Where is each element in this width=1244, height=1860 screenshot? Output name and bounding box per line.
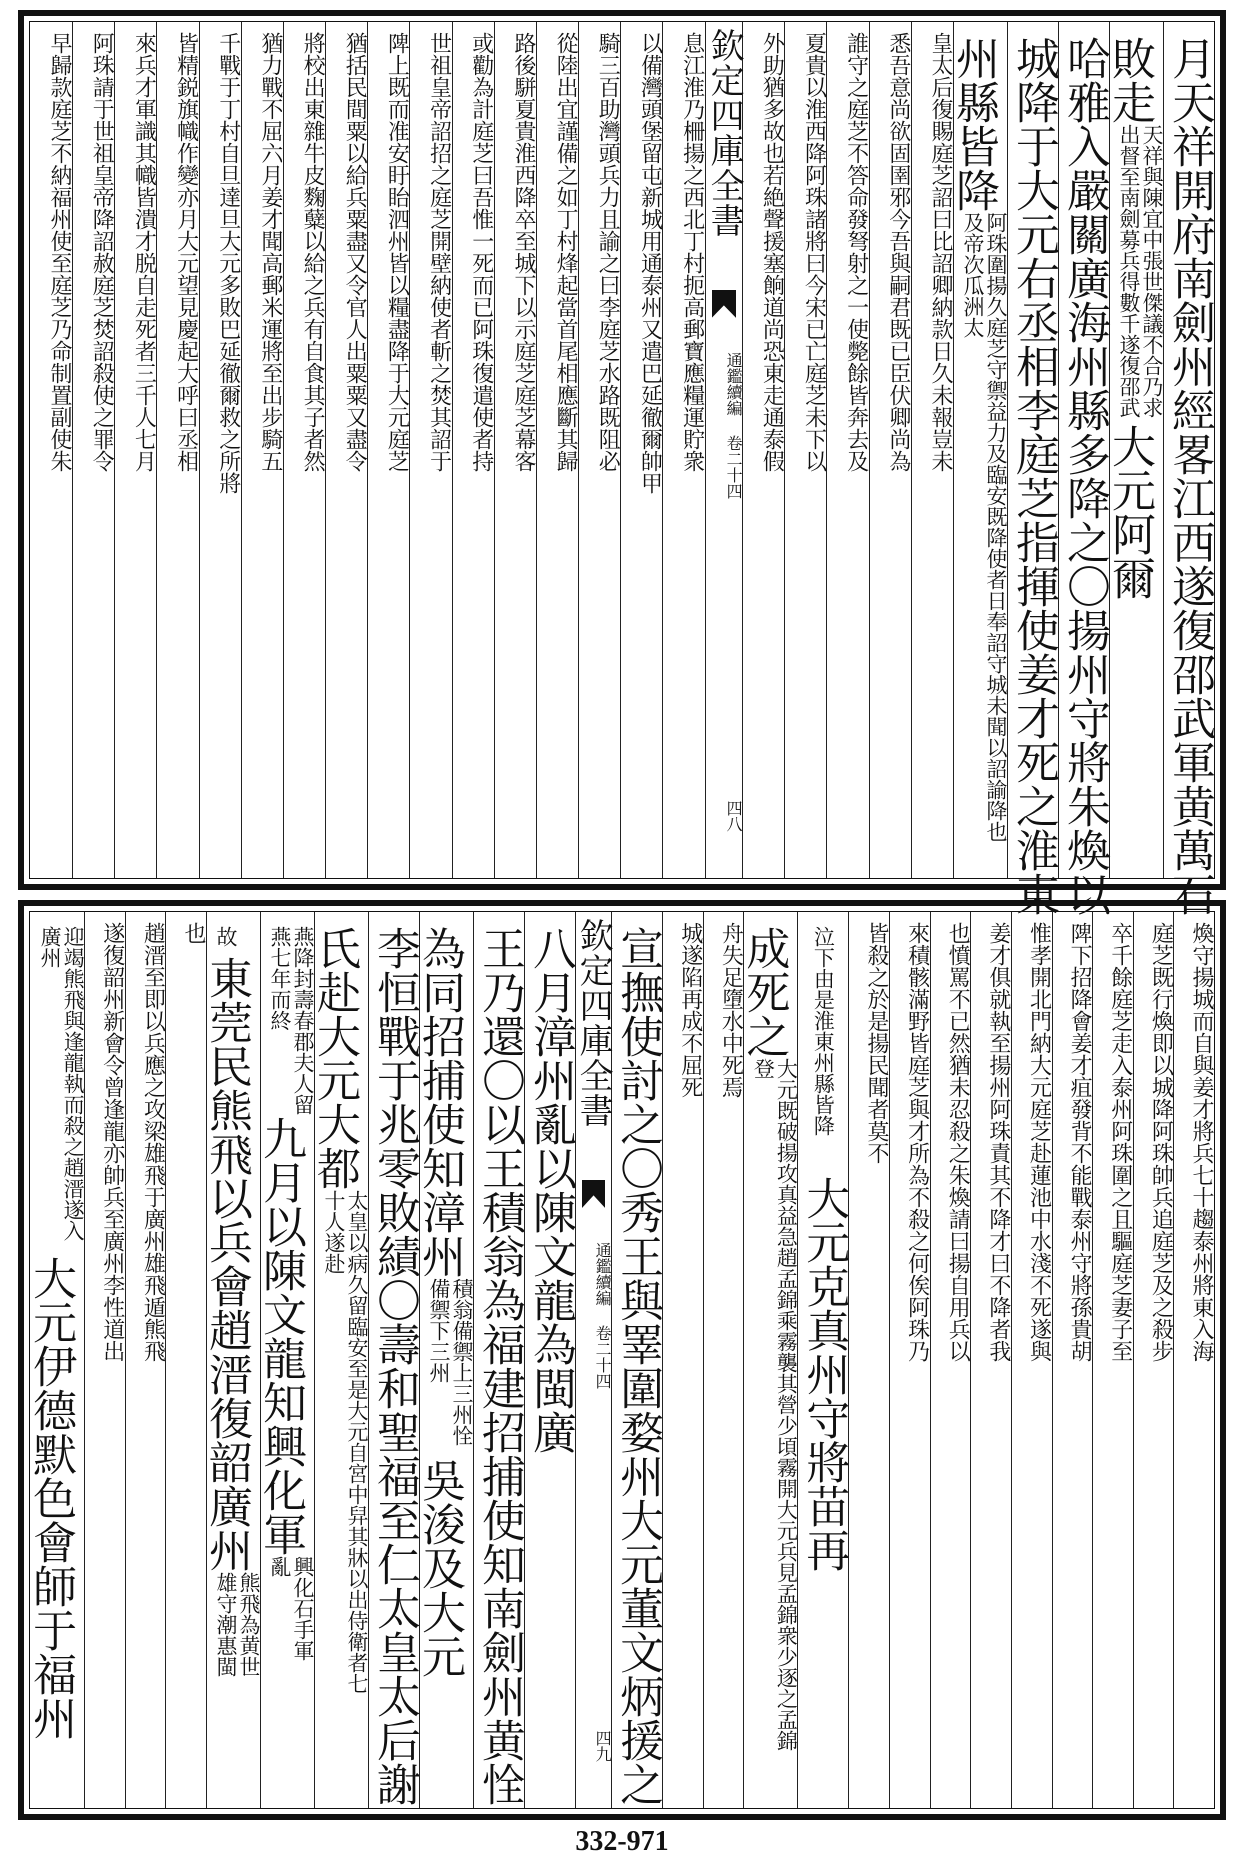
text-column: 李恒戰于兆零敗績〇壽和聖福至仁太皇太后謝 xyxy=(368,912,419,1808)
text-column: 王乃還〇以王積翁為福建招捕使知南劍州黄恮 xyxy=(473,912,524,1808)
text-column: 來兵才軍識其幟皆潰才脱自走死者三千人七月 xyxy=(114,22,156,878)
text-column: 以備灣頭堡留屯新城用通泰州又遣巴延徹爾帥甲 xyxy=(620,22,662,878)
annotation-text: 燕降封壽春郡夫人留燕七年而終 xyxy=(267,926,315,1115)
text-column xyxy=(738,912,799,1808)
annotation-text: 興化石手軍亂 xyxy=(267,1556,315,1661)
text-column: 皆殺之於是揚民聞者莫不 xyxy=(848,912,889,1808)
annotation-text: 迎竭熊飛與逢龍執而殺之趙溍遂入廣州 xyxy=(38,926,86,1241)
volume-label: 通鑑續編 卷二十四 xyxy=(593,1242,613,1389)
text-column: 惟孝開北門納大元庭芝赴蓮池中水淺不死遂與 xyxy=(1011,912,1052,1808)
text-column: 城遂陷再成不屈死 xyxy=(662,912,703,1808)
text-column xyxy=(25,912,86,1808)
text-column: 夏貴以淮西降阿珠諸將曰今宋已亡庭芝未下以 xyxy=(784,22,826,878)
text-column: 煥守揚城而自與姜才將兵七十趨泰州將東入海 xyxy=(1173,912,1214,1808)
book-title: 欽定四庫全書 xyxy=(573,918,614,1128)
title-column xyxy=(705,22,743,878)
text-column: 早歸款庭芝不納福州使至庭芝乃命制置副使朱 xyxy=(47,32,73,472)
text-column: 來積骸滿野皆庭芝與才所為不殺之何俟阿珠乃 xyxy=(889,912,930,1808)
text-column: 將校出東雜牛皮麴糵以給之兵有自食其子者然 xyxy=(283,22,325,878)
text-column: 陴上既而准安盱眙泗州皆以糧盡降于大元庭芝 xyxy=(367,22,409,878)
text-column xyxy=(308,912,369,1808)
top-page-columns xyxy=(30,22,1215,916)
text-column: 舟失足墮水中死焉 xyxy=(703,912,744,1808)
text-column: 城降于大元右丞相李庭芝指揮使姜才死之淮東 xyxy=(1007,22,1058,878)
text-column xyxy=(254,912,315,1808)
annotation-text: 阿珠圍揚久庭芝守禦益力及臨安既降使者日奉詔守城未聞以詔諭降也及帝次瓜洲太 xyxy=(961,212,1008,842)
annotation-text: 太皇以病久留臨安至是大元自宮中舁其牀以出侍衛者七十人遂赴 xyxy=(321,1190,369,1694)
text-column: 阿珠請于世祖皇帝降詔赦庭芝焚詔殺使之罪令 xyxy=(72,22,114,878)
text-column: 姜才俱就執至揚州阿珠責其不降才曰不降者我 xyxy=(970,912,1011,1808)
main-text: 成死之 xyxy=(738,926,790,1058)
fishtail-mark xyxy=(712,290,737,318)
text-column: 陴下招降會姜才疽發背不能戰泰州守將孫貴胡 xyxy=(1052,912,1093,1808)
top-page xyxy=(18,10,1226,916)
volume-label: 通鑑續編 卷二十四 xyxy=(724,352,744,499)
folio-number: 四九 xyxy=(593,1730,613,1762)
text-column: 趙溍至即以兵應之攻梁雄飛于廣州雄飛遁熊飛 xyxy=(125,912,166,1808)
main-text: 州縣皆降 xyxy=(948,36,999,212)
annotation-text: 泣下由是淮東州縣皆降 xyxy=(811,926,836,1136)
text-column xyxy=(1104,22,1164,878)
text-column: 哈雅入嚴關廣海州縣多降之〇揚州守將朱煥以 xyxy=(1058,22,1109,878)
annotation-text: 積翁備禦上三州恮備禦下三州 xyxy=(426,1278,474,1446)
text-column: 卒千餘庭芝走入泰州阿珠圍之且驅庭芝妻子至 xyxy=(1092,912,1133,1808)
text-column: 路後駢夏貴淮西降卒至城下以示庭芝庭芝幕客 xyxy=(494,22,536,878)
main-text: 敗走 xyxy=(1104,36,1155,124)
annotation-text: 故 xyxy=(213,926,238,947)
text-column: 外助猶多故也若絶聲援塞餉道尚恐東走通泰假 xyxy=(742,22,784,878)
text-column: 也憤罵不已然猶未忍殺之朱煥請曰揚自用兵以 xyxy=(930,912,971,1808)
annotation-text: 大元既破揚攻真益急趙孟錦乘霧襲其營少頃霧開大元兵見孟錦衆少逐之孟錦登 xyxy=(751,1058,799,1751)
text-column: 八月漳州亂以陳文龍為閩廣 xyxy=(524,912,575,1808)
text-column: 騎三百助灣頭兵力且諭之曰李庭芝水路既阻必 xyxy=(578,22,620,878)
text-column: 月天祥開府南劍州經畧江西遂復邵武軍黄萬石 xyxy=(1163,22,1214,878)
main-text: 九月以陳文龍知興化軍 xyxy=(254,1116,306,1556)
text-column: 誰守之庭芝不答命發弩射之一使斃餘皆奔去及 xyxy=(826,22,868,878)
main-text: 大元阿爾 xyxy=(1104,424,1155,600)
bottom-page-columns xyxy=(25,912,1214,1808)
text-column: 猶力戰不屈六月姜才聞高郵米運將至出步騎五 xyxy=(241,22,283,878)
text-column: 息江淮乃柵揚之西北丁村扼高郵寶應糧運貯衆 xyxy=(662,22,704,878)
folio-number: 四八 xyxy=(724,800,744,832)
text-column: 猶括民間粟以給兵粟盡又令官人出粟粟又盡令 xyxy=(325,22,367,878)
main-text: 為同招捕使知漳州 xyxy=(413,926,465,1278)
fishtail-mark xyxy=(582,1180,605,1208)
text-column: 世祖皇帝詔招之庭芝開壁納使者斬之焚其詔于 xyxy=(409,22,451,878)
text-column: 遂復韶州新會令曾逢龍亦帥兵至廣州李性道出 xyxy=(84,912,125,1808)
text-column: 千戰于丁村自旦達旦大元多敗巴延徹爾救之所將 xyxy=(199,22,241,878)
main-text: 宣撫使討之〇秀王與睪圍婺州大元董文炳援之 xyxy=(612,926,664,1806)
text-column: 悉吾意尚欲固圉邪今吾與嗣君既已臣伏卿尚為 xyxy=(869,22,911,878)
title-column xyxy=(573,912,614,1808)
bottom-page xyxy=(18,900,1226,1820)
text-column: 從陸出宜謹備之如丁村烽起當首尾相應斷其歸 xyxy=(536,22,578,878)
page-number: 332-971 xyxy=(575,1826,669,1857)
book-title: 欽定四庫全書 xyxy=(704,28,745,238)
text-column xyxy=(797,912,848,1808)
main-text: 大元伊德默色會師于福州 xyxy=(25,1256,77,1740)
main-text: 吳浚及大元 xyxy=(413,1458,465,1678)
main-text: 氏赴大元大都 xyxy=(308,926,360,1190)
text-column: 皆精鋭旗幟作變亦月大元望見慶起大呼曰丞相 xyxy=(156,22,198,878)
annotation-text: 天祥與陳宜中張世傑議不合乃求出督至南劍募兵得數千遂復邵武 xyxy=(1117,124,1164,418)
text-column xyxy=(413,912,474,1808)
text-column: 或勸為計庭芝曰吾惟一死而已阿珠復遣使者持 xyxy=(452,22,494,878)
text-column: 庭芝既行煥即以城降阿珠帥兵追庭芝及之殺步 xyxy=(1133,912,1174,1808)
text-column xyxy=(200,912,261,1808)
top-page-frame xyxy=(29,21,1215,916)
main-text: 大元克真州守將苗再 xyxy=(798,1176,850,1572)
text-column: 皇太后復賜庭芝詔曰比詔卿納款日久未報豈未 xyxy=(911,22,953,878)
text-column: 也 xyxy=(165,912,206,1808)
bottom-page-frame xyxy=(25,911,1215,1809)
main-text: 東莞民熊飛以兵會趙溍復韶廣州 xyxy=(200,956,252,1572)
text-column xyxy=(611,912,662,1808)
annotation-text: 熊飛為黄世雄守潮惠閩 xyxy=(213,1572,261,1677)
text-column xyxy=(948,22,1008,878)
